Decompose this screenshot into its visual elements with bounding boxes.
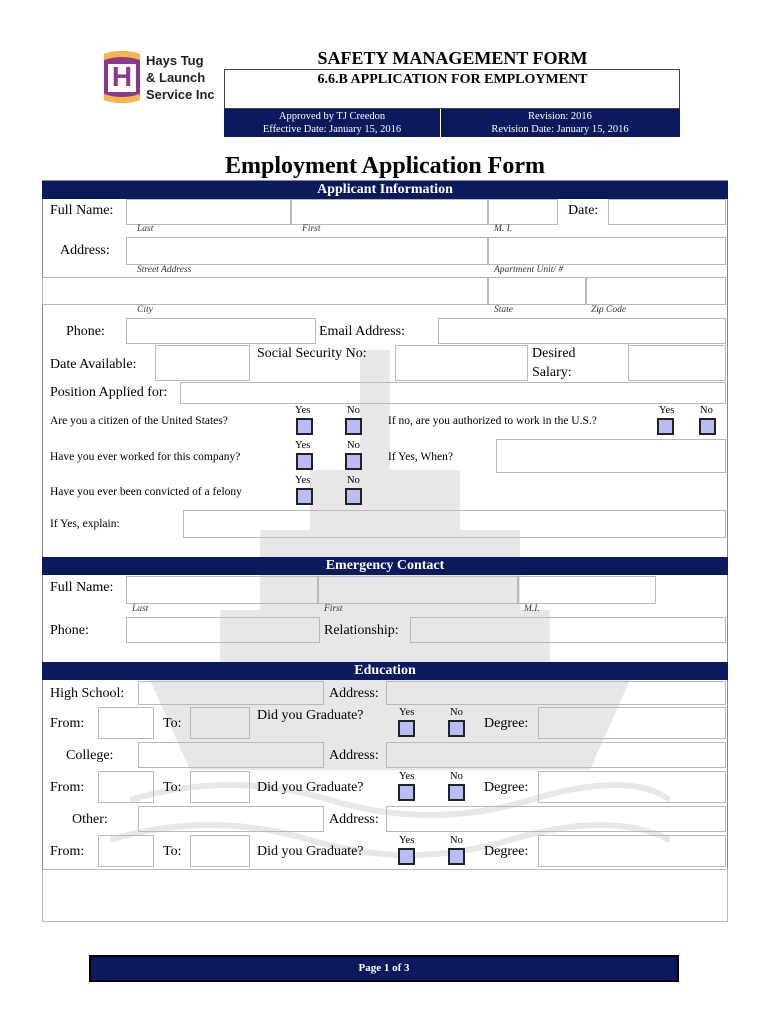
other-label: Other: bbox=[72, 812, 108, 827]
zip-code-input[interactable] bbox=[586, 277, 726, 305]
relationship-input[interactable] bbox=[410, 617, 726, 643]
street-sublabel: Street Address bbox=[137, 265, 192, 275]
other-graduate-label: Did you Graduate? bbox=[257, 844, 364, 859]
desired-salary-label-1: Desired bbox=[532, 346, 576, 361]
explain-label: If Yes, explain: bbox=[50, 518, 120, 530]
last-sublabel: Last bbox=[137, 224, 154, 234]
high-school-input[interactable] bbox=[138, 681, 324, 705]
worked-no-checkbox[interactable] bbox=[345, 453, 362, 470]
felony-question: Have you ever been convicted of a felony bbox=[50, 486, 242, 498]
zip-sublabel: Zip Code bbox=[591, 305, 627, 315]
full-name-label: Full Name: bbox=[50, 203, 114, 218]
authorized-yes-checkbox[interactable] bbox=[657, 418, 674, 435]
college-label: College: bbox=[66, 748, 114, 763]
education-notes-area[interactable] bbox=[42, 869, 728, 922]
other-degree-label: Degree: bbox=[484, 844, 529, 859]
high-school-yes-label: Yes bbox=[399, 707, 415, 718]
emergency-first-sublabel: First bbox=[324, 604, 343, 614]
other-yes-label: Yes bbox=[399, 835, 415, 846]
ssn-input[interactable] bbox=[395, 345, 528, 381]
desired-salary-label-2: Salary: bbox=[532, 365, 572, 380]
apartment-sublabel: Apartment Unit/ # bbox=[494, 265, 564, 275]
other-no-label: No bbox=[450, 835, 463, 846]
authorized-no-checkbox[interactable] bbox=[699, 418, 716, 435]
section-education: Education bbox=[42, 662, 728, 680]
high-school-from-label: From: bbox=[50, 716, 85, 731]
mi-sublabel: M. I. bbox=[494, 224, 513, 234]
high-school-to-input[interactable] bbox=[190, 707, 250, 739]
other-from-input[interactable] bbox=[98, 835, 154, 867]
section-emergency-contact: Emergency Contact bbox=[42, 557, 728, 575]
authorized-no-label: No bbox=[700, 405, 713, 416]
section-applicant-info: Applicant Information bbox=[42, 181, 728, 199]
email-input[interactable] bbox=[438, 318, 726, 344]
email-label: Email Address: bbox=[319, 324, 405, 339]
college-from-label: From: bbox=[50, 780, 85, 795]
company-logo bbox=[102, 48, 142, 106]
other-yes-checkbox[interactable] bbox=[398, 848, 415, 865]
header-title: SAFETY MANAGEMENT FORM bbox=[317, 48, 588, 68]
college-no-label: No bbox=[450, 771, 463, 782]
high-school-yes-checkbox[interactable] bbox=[398, 720, 415, 737]
emergency-full-name-label: Full Name: bbox=[50, 580, 114, 595]
last-name-input[interactable] bbox=[126, 199, 291, 225]
college-address-input[interactable] bbox=[386, 742, 726, 768]
felony-yes-checkbox[interactable] bbox=[296, 488, 313, 505]
high-school-degree-input[interactable] bbox=[538, 707, 726, 739]
citizen-no-label: No bbox=[347, 405, 360, 416]
college-yes-label: Yes bbox=[399, 771, 415, 782]
first-sublabel: First bbox=[302, 224, 321, 234]
first-name-input[interactable] bbox=[291, 199, 488, 225]
high-school-from-input[interactable] bbox=[98, 707, 154, 739]
apartment-input[interactable] bbox=[488, 237, 726, 265]
worked-no-label: No bbox=[347, 440, 360, 451]
high-school-address-input[interactable] bbox=[386, 681, 726, 705]
explain-input[interactable] bbox=[183, 510, 726, 538]
worked-yes-label: Yes bbox=[295, 440, 311, 451]
effective-date: Effective Date: January 15, 2016 bbox=[262, 124, 402, 135]
address-label: Address: bbox=[60, 243, 110, 258]
when-input[interactable] bbox=[496, 439, 726, 473]
college-graduate-label: Did you Graduate? bbox=[257, 780, 364, 795]
worked-question: Have you ever worked for this company? bbox=[50, 451, 241, 463]
worked-yes-checkbox[interactable] bbox=[296, 453, 313, 470]
other-to-input[interactable] bbox=[190, 835, 250, 867]
other-address-label: Address: bbox=[329, 812, 379, 827]
authorized-question: If no, are you authorized to work in the U.S.? bbox=[388, 415, 597, 427]
position-input[interactable] bbox=[180, 382, 726, 404]
header-subtitle: 6.6.B APPLICATION FOR EMPLOYMENT bbox=[317, 72, 588, 87]
high-school-graduate-label: Did you Graduate? bbox=[257, 708, 364, 723]
emergency-phone-label: Phone: bbox=[50, 623, 89, 638]
city-sublabel: City bbox=[137, 305, 153, 315]
college-degree-label: Degree: bbox=[484, 780, 529, 795]
citizen-question: Are you a citizen of the United States? bbox=[50, 415, 228, 427]
other-input[interactable] bbox=[138, 806, 324, 832]
college-to-input[interactable] bbox=[190, 771, 250, 803]
city-input[interactable] bbox=[42, 277, 488, 305]
revision-date: Revision Date: January 15, 2016 bbox=[491, 124, 629, 135]
high-school-label: High School: bbox=[50, 686, 125, 701]
street-address-input[interactable] bbox=[126, 237, 488, 265]
when-question: If Yes, When? bbox=[388, 451, 453, 463]
ssn-label: Social Security No: bbox=[257, 346, 367, 361]
felony-yes-label: Yes bbox=[295, 475, 311, 486]
college-address-label: Address: bbox=[329, 748, 379, 763]
citizen-yes-label: Yes bbox=[295, 405, 311, 416]
revision: Revision: 2016 bbox=[528, 111, 592, 122]
company-name-line3: Service Inc bbox=[146, 87, 215, 102]
other-degree-input[interactable] bbox=[538, 835, 726, 867]
high-school-no-checkbox[interactable] bbox=[448, 720, 465, 737]
date-input[interactable] bbox=[608, 199, 726, 225]
citizen-yes-checkbox[interactable] bbox=[296, 418, 313, 435]
phone-input[interactable] bbox=[126, 318, 316, 344]
phone-label: Phone: bbox=[66, 324, 105, 339]
felony-no-checkbox[interactable] bbox=[345, 488, 362, 505]
college-no-checkbox[interactable] bbox=[448, 784, 465, 801]
other-address-input[interactable] bbox=[386, 806, 726, 832]
state-input[interactable] bbox=[488, 277, 586, 305]
college-degree-input[interactable] bbox=[538, 771, 726, 803]
desired-salary-input[interactable] bbox=[628, 345, 726, 381]
college-from-input[interactable] bbox=[98, 771, 154, 803]
form-title: Employment Application Form bbox=[224, 153, 545, 179]
company-name bbox=[146, 52, 215, 103]
emergency-last-sublabel: Last bbox=[132, 604, 149, 614]
header-approval-bar bbox=[224, 109, 680, 137]
college-input[interactable] bbox=[138, 742, 324, 768]
date-available-input[interactable] bbox=[155, 345, 250, 381]
approved-by: Approved by TJ Creedon bbox=[278, 111, 386, 122]
college-to-label: To: bbox=[163, 780, 182, 795]
high-school-to-label: To: bbox=[163, 716, 182, 731]
citizen-no-checkbox[interactable] bbox=[345, 418, 362, 435]
high-school-no-label: No bbox=[450, 707, 463, 718]
page-number: Page 1 of 3 bbox=[358, 962, 410, 974]
position-label: Position Applied for: bbox=[50, 385, 168, 400]
felony-no-label: No bbox=[347, 475, 360, 486]
logo-letter: H bbox=[111, 61, 133, 92]
other-to-label: To: bbox=[163, 844, 182, 859]
company-name-line2: & Launch bbox=[146, 70, 206, 85]
relationship-label: Relationship: bbox=[324, 623, 399, 638]
company-name-line1: Hays Tug bbox=[146, 53, 204, 68]
emergency-first-name-input[interactable] bbox=[318, 576, 518, 604]
other-from-label: From: bbox=[50, 844, 85, 859]
authorized-yes-label: Yes bbox=[659, 405, 675, 416]
emergency-phone-input[interactable] bbox=[126, 617, 320, 643]
high-school-address-label: Address: bbox=[329, 686, 379, 701]
high-school-degree-label: Degree: bbox=[484, 716, 529, 731]
emergency-mi-sublabel: M.I. bbox=[524, 604, 540, 614]
date-label: Date: bbox=[568, 203, 599, 218]
middle-initial-input[interactable] bbox=[488, 199, 558, 225]
emergency-mi-input[interactable] bbox=[518, 576, 656, 604]
state-sublabel: State bbox=[494, 305, 513, 315]
date-available-label: Date Available: bbox=[50, 357, 137, 372]
college-yes-checkbox[interactable] bbox=[398, 784, 415, 801]
emergency-last-name-input[interactable] bbox=[126, 576, 318, 604]
other-no-checkbox[interactable] bbox=[448, 848, 465, 865]
